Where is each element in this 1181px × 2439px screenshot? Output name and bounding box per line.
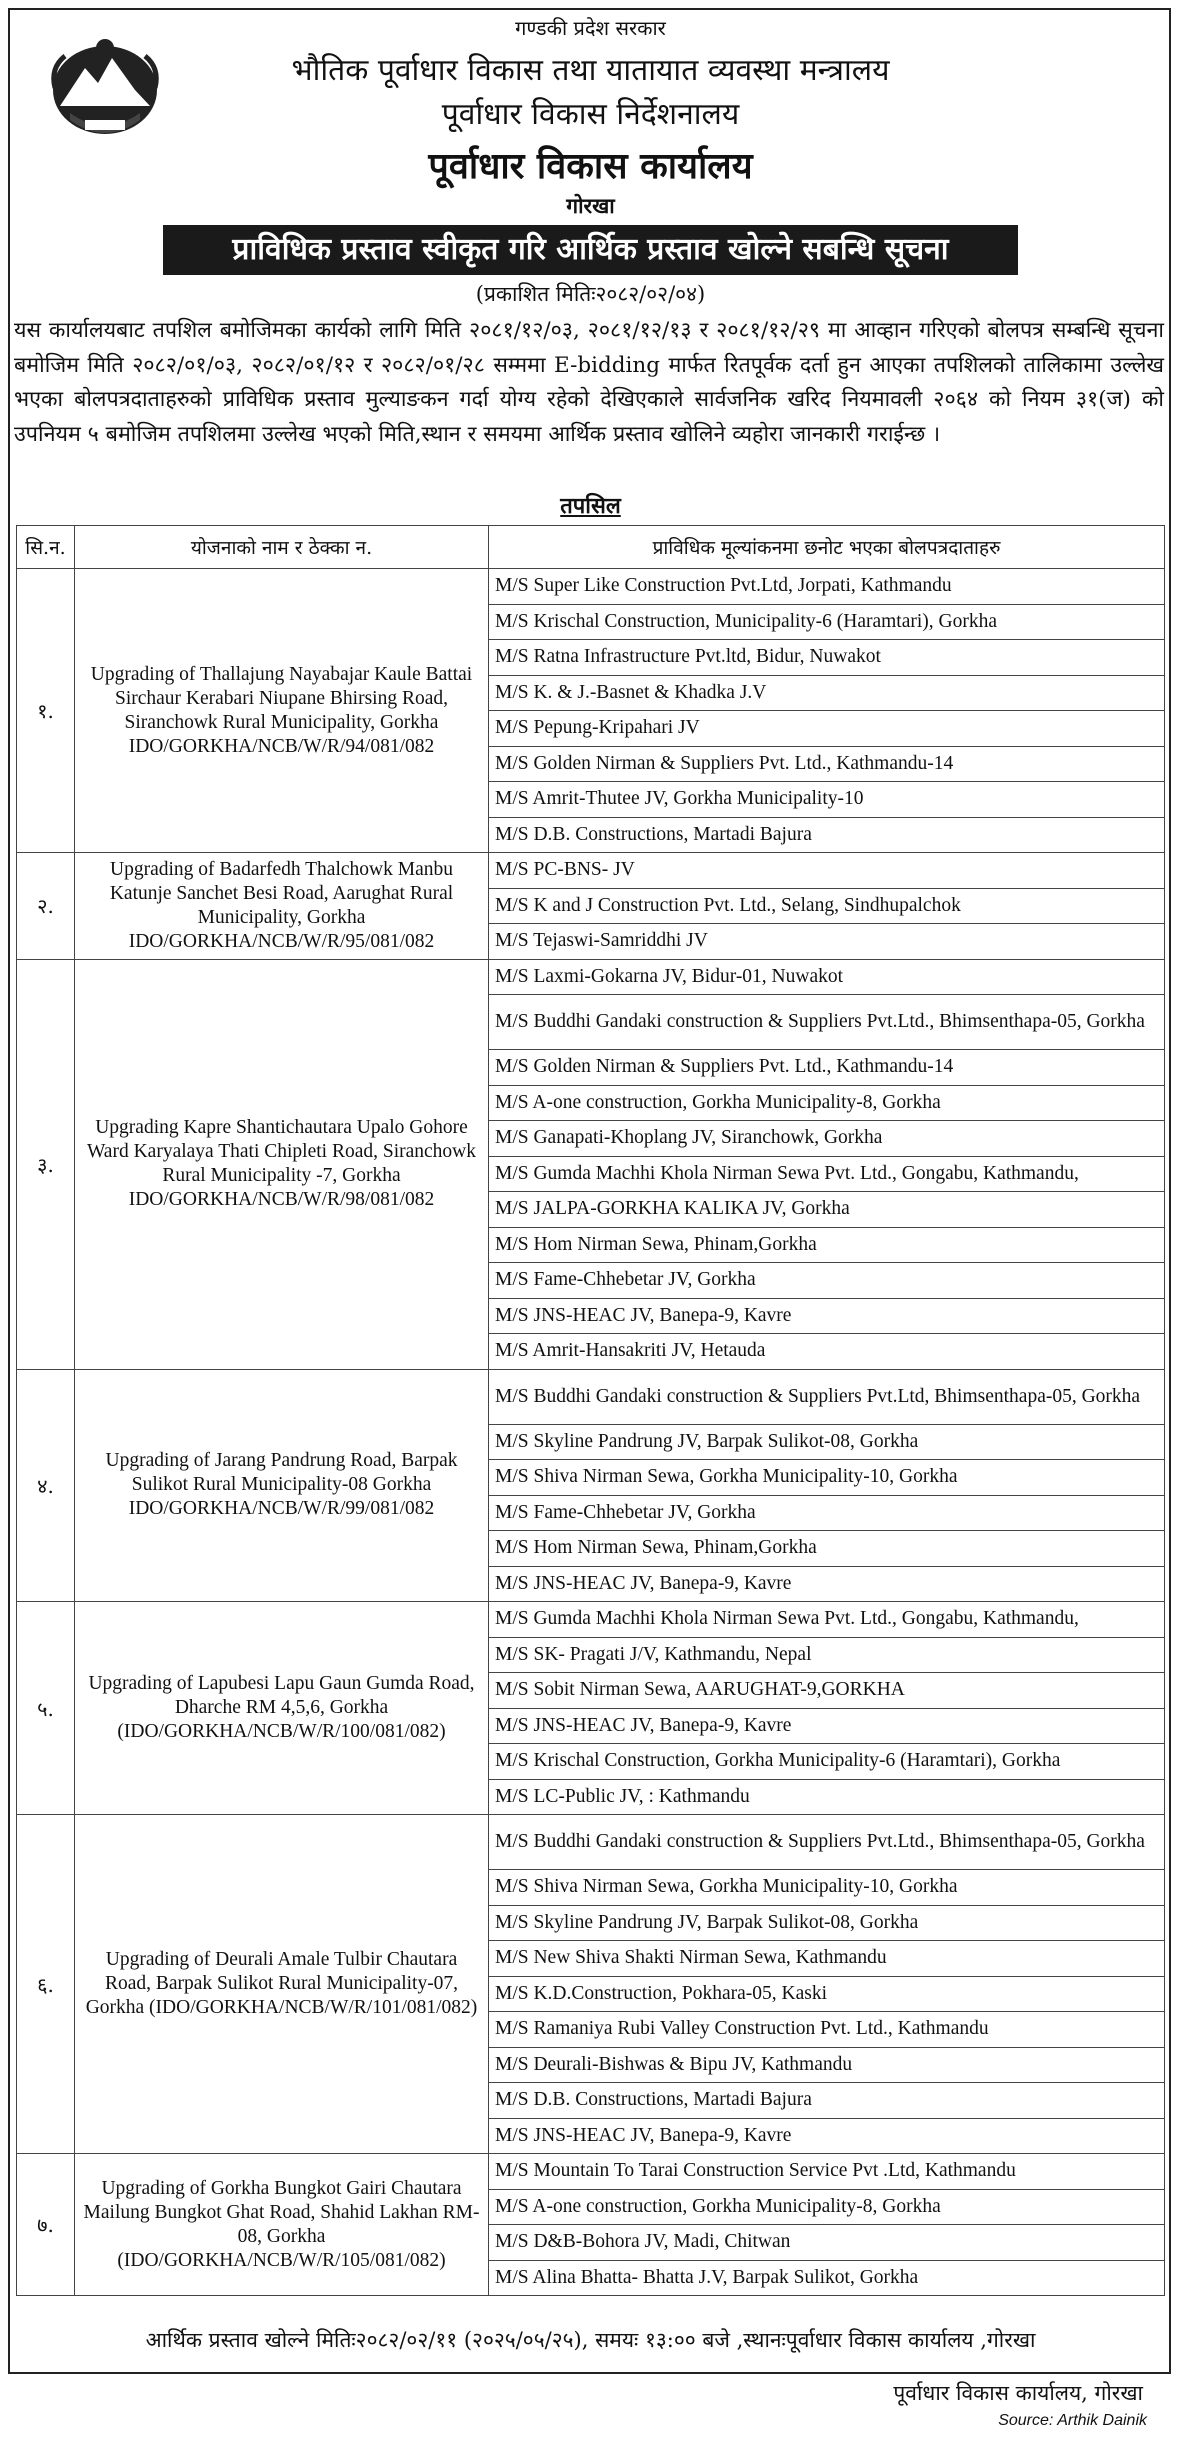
project-name: Upgrading of Lapubesi Lapu Gaun Gumda Road, Dharche RM 4,5,6, Gorkha (IDO/GORKHA/NCB/W/R/100/081/082) — [75, 1602, 489, 1815]
bidder-name: M/S D.B. Constructions, Martadi Bajura — [489, 2083, 1165, 2119]
bidder-name: M/S JNS-HEAC JV, Banepa-9, Kavre — [489, 1708, 1165, 1744]
bidder-name: M/S Pepung-Kripahari JV — [489, 711, 1165, 747]
bidder-name: M/S Skyline Pandrung JV, Barpak Sulikot-08, Gorkha — [489, 1905, 1165, 1941]
opening-info: आर्थिक प्रस्ताव खोल्ने मितिः२०८२/०२/११ (२०२५/०५/२५), समयः १३:०० बजे ,स्थानःपूर्वाधार विकास कार्यालय ,गोरखा — [145, 2328, 1036, 2352]
serial-number: १. — [17, 569, 75, 853]
bidder-name: M/S Deurali-Bishwas & Bipu JV, Kathmandu — [489, 2047, 1165, 2083]
bidder-name: M/S Alina Bhatta- Bhatta J.V, Barpak Sulikot, Gorkha — [489, 2260, 1165, 2296]
serial-number: ५. — [17, 1602, 75, 1815]
bidder-name: M/S Krischal Construction, Gorkha Municipality-6 (Haramtari), Gorkha — [489, 1744, 1165, 1780]
bidder-name: M/S Hom Nirman Sewa, Phinam,Gorkha — [489, 1531, 1165, 1567]
bidder-name: M/S A-one construction, Gorkha Municipality-8, Gorkha — [489, 2189, 1165, 2225]
bidder-name: M/S Buddhi Gandaki construction & Suppliers Pvt.Ltd., Bhimsenthapa-05, Gorkha — [489, 1815, 1165, 1870]
bidder-name: M/S A-one construction, Gorkha Municipality-8, Gorkha — [489, 1085, 1165, 1121]
table-row — [17, 1369, 1165, 1424]
column-header-project: योजनाको नाम र ठेक्का न. — [75, 526, 489, 569]
bidder-name: M/S JALPA-GORKHA KALIKA JV, Gorkha — [489, 1192, 1165, 1228]
notice-banner: प्राविधिक प्रस्ताव स्वीकृत गरि आर्थिक प्रस्ताव खोल्ने सबन्धि सूचना — [163, 225, 1018, 275]
bidder-name: M/S Gumda Machhi Khola Nirman Sewa Pvt. Ltd., Gongabu, Kathmandu, — [489, 1156, 1165, 1192]
bidder-name: M/S Mountain To Tarai Construction Service Pvt .Ltd, Kathmandu — [489, 2154, 1165, 2190]
table-row — [17, 2154, 1165, 2190]
bidder-name: M/S Krischal Construction, Municipality-6 (Haramtari), Gorkha — [489, 604, 1165, 640]
bidder-name: M/S Super Like Construction Pvt.Ltd, Jorpati, Kathmandu — [489, 569, 1165, 605]
table-row — [17, 1815, 1165, 1870]
government-title: गण्डकी प्रदेश सरकार — [515, 16, 666, 40]
bidder-name: M/S Shiva Nirman Sewa, Gorkha Municipality-10, Gorkha — [489, 1870, 1165, 1906]
intro-paragraph: यस कार्यालयबाट तपशिल बमोजिमका कार्यको लागि मिति २०८१/१२/०३, २०८१/१२/१३ र २०८१/१२/२९ मा आव्हान गरिएको बोलपत्र सम्बन्धि सूचना बमोजिम मिति २०८२/०१/०३, २०८२/०१/१२ र २०८२/०१/२८ सम्ममा E-bidding मार्फत रितपूर्वक दर्ता हुन आएका तपशिलको तालिकामा उल्लेख भएका बोलपत्रदाताहरुको प्राविधिक प्रस्ताव मुल्याङकन गर्दा योग्य रहेको देखिएकाले सार्वजनिक खरिद नियमावली २०६४ को नियम ३१(ज) को उपनियम ५ बमोजिम तपशिलमा उल्लेख भएको मिति,स्थान र समयमा आर्थिक प्रस्ताव खोलिने व्यहोरा जानकारी गराईन्छ । — [14, 318, 1164, 447]
serial-number: २. — [17, 853, 75, 960]
bidder-name: M/S New Shiva Shakti Nirman Sewa, Kathmandu — [489, 1941, 1165, 1977]
bidder-name: M/S K. & J.-Basnet & Khadka J.V — [489, 675, 1165, 711]
office-location: गोरखा — [566, 193, 615, 218]
bidder-name: M/S JNS-HEAC JV, Banepa-9, Kavre — [489, 1298, 1165, 1334]
bidder-name: M/S Shiva Nirman Sewa, Gorkha Municipality-10, Gorkha — [489, 1460, 1165, 1496]
bidder-name: M/S Buddhi Gandaki construction & Suppliers Pvt.Ltd, Bhimsenthapa-05, Gorkha — [489, 1369, 1165, 1424]
ministry-title: भौतिक पूर्वाधार विकास तथा यातायात व्यवस्था मन्त्रालय — [291, 53, 890, 88]
project-name: Upgrading of Badarfedh Thalchowk Manbu Katunje Sanchet Besi Road, Aarughat Rural Municipality, Gorkha IDO/GORKHA/NCB/W/R/95/081/082 — [75, 853, 489, 960]
project-name: Upgrading of Deurali Amale Tulbir Chautara Road, Barpak Sulikot Rural Municipality-07, Gorkha (IDO/GORKHA/NCB/W/R/101/081/082) — [75, 1815, 489, 2154]
bidder-name: M/S JNS-HEAC JV, Banepa-9, Kavre — [489, 2118, 1165, 2154]
table-row — [17, 853, 1165, 889]
bidder-name: M/S Golden Nirman & Suppliers Pvt. Ltd., Kathmandu-14 — [489, 746, 1165, 782]
serial-number: ६. — [17, 1815, 75, 2154]
serial-number: ४. — [17, 1369, 75, 1602]
table-row — [17, 1602, 1165, 1638]
bidder-name: M/S LC-Public JV, : Kathmandu — [489, 1779, 1165, 1815]
bidder-name: M/S Laxmi-Gokarna JV, Bidur-01, Nuwakot — [489, 959, 1165, 995]
bidder-name: M/S Fame-Chhebetar JV, Gorkha — [489, 1263, 1165, 1299]
project-name: Upgrading of Jarang Pandrung Road, Barpak Sulikot Rural Municipality-08 Gorkha IDO/GORKHA/NCB/W/R/99/081/082 — [75, 1369, 489, 1602]
bidder-name: M/S Amrit-Hansakriti JV, Hetauda — [489, 1334, 1165, 1370]
table-title: तपसिल — [560, 493, 621, 519]
project-name: Upgrading of Thallajung Nayabajar Kaule Battai Sirchaur Kerabari Niupane Bhirsing Road, Siranchowk Rural Municipality, Gorkha IDO/GORKHA/NCB/W/R/94/081/082 — [75, 569, 489, 853]
table-header-row — [17, 526, 1165, 569]
bidder-name: M/S K and J Construction Pvt. Ltd., Selang, Sindhupalchok — [489, 888, 1165, 924]
published-date: (प्रकाशित मितिः२०८२/०२/०४) — [475, 282, 706, 306]
bidder-name: M/S K.D.Construction, Pokhara-05, Kaski — [489, 1976, 1165, 2012]
bidder-name: M/S PC-BNS- JV — [489, 853, 1165, 889]
bidder-name: M/S Ratna Infrastructure Pvt.ltd, Bidur, Nuwakot — [489, 640, 1165, 676]
bidder-name: M/S Ramaniya Rubi Valley Construction Pvt. Ltd., Kathmandu — [489, 2012, 1165, 2048]
bidder-name: M/S Golden Nirman & Suppliers Pvt. Ltd., Kathmandu-14 — [489, 1050, 1165, 1086]
bidders-table — [16, 525, 1165, 2296]
table-row — [17, 569, 1165, 605]
table-row — [17, 959, 1165, 995]
bidder-name: M/S Skyline Pandrung JV, Barpak Sulikot-08, Gorkha — [489, 1424, 1165, 1460]
bidder-name: M/S Gumda Machhi Khola Nirman Sewa Pvt. Ltd., Gongabu, Kathmandu, — [489, 1602, 1165, 1638]
bidder-name: M/S D&B-Bohora JV, Madi, Chitwan — [489, 2225, 1165, 2261]
project-name: Upgrading of Gorkha Bungkot Gairi Chautara Mailung Bungkot Ghat Road, Shahid Lakhan RM-08, Gorkha (IDO/GORKHA/NCB/W/R/105/081/082) — [75, 2154, 489, 2296]
bidder-name: M/S Hom Nirman Sewa, Phinam,Gorkha — [489, 1227, 1165, 1263]
column-header-serial: सि.न. — [17, 526, 75, 569]
bidder-name: M/S Tejaswi-Samriddhi JV — [489, 924, 1165, 960]
column-header-bidders: प्राविधिक मूल्यांकनमा छनोट भएका बोलपत्रदाताहरु — [489, 526, 1165, 569]
bidder-name: M/S Ganapati-Khoplang JV, Siranchowk, Gorkha — [489, 1121, 1165, 1157]
bidder-name: M/S SK- Pragati J/V, Kathmandu, Nepal — [489, 1637, 1165, 1673]
bidder-name: M/S JNS-HEAC JV, Banepa-9, Kavre — [489, 1566, 1165, 1602]
project-name: Upgrading Kapre Shantichautara Upalo Gohore Ward Karyalaya Thati Chipleti Road, Siranchowk Rural Municipality -7, Gorkha IDO/GORKHA/NCB/W/R/98/081/082 — [75, 959, 489, 1369]
bidder-name: M/S Buddhi Gandaki construction & Suppliers Pvt.Ltd., Bhimsenthapa-05, Gorkha — [489, 995, 1165, 1050]
bidder-name: M/S Fame-Chhebetar JV, Gorkha — [489, 1495, 1165, 1531]
office-title: पूर्वाधार विकास कार्यालय — [428, 145, 753, 187]
serial-number: ३. — [17, 959, 75, 1369]
bidder-name: M/S D.B. Constructions, Martadi Bajura — [489, 817, 1165, 853]
serial-number: ७. — [17, 2154, 75, 2296]
directorate-title: पूर्वाधार विकास निर्देशनालय — [441, 97, 740, 132]
office-signature: पूर्वाधार विकास कार्यालय, गोरखा — [893, 2381, 1143, 2405]
source-credit: Source: Arthik Dainik — [998, 2412, 1147, 2429]
bidder-name: M/S Sobit Nirman Sewa, AARUGHAT-9,GORKHA — [489, 1673, 1165, 1709]
bidder-name: M/S Amrit-Thutee JV, Gorkha Municipality-10 — [489, 782, 1165, 818]
